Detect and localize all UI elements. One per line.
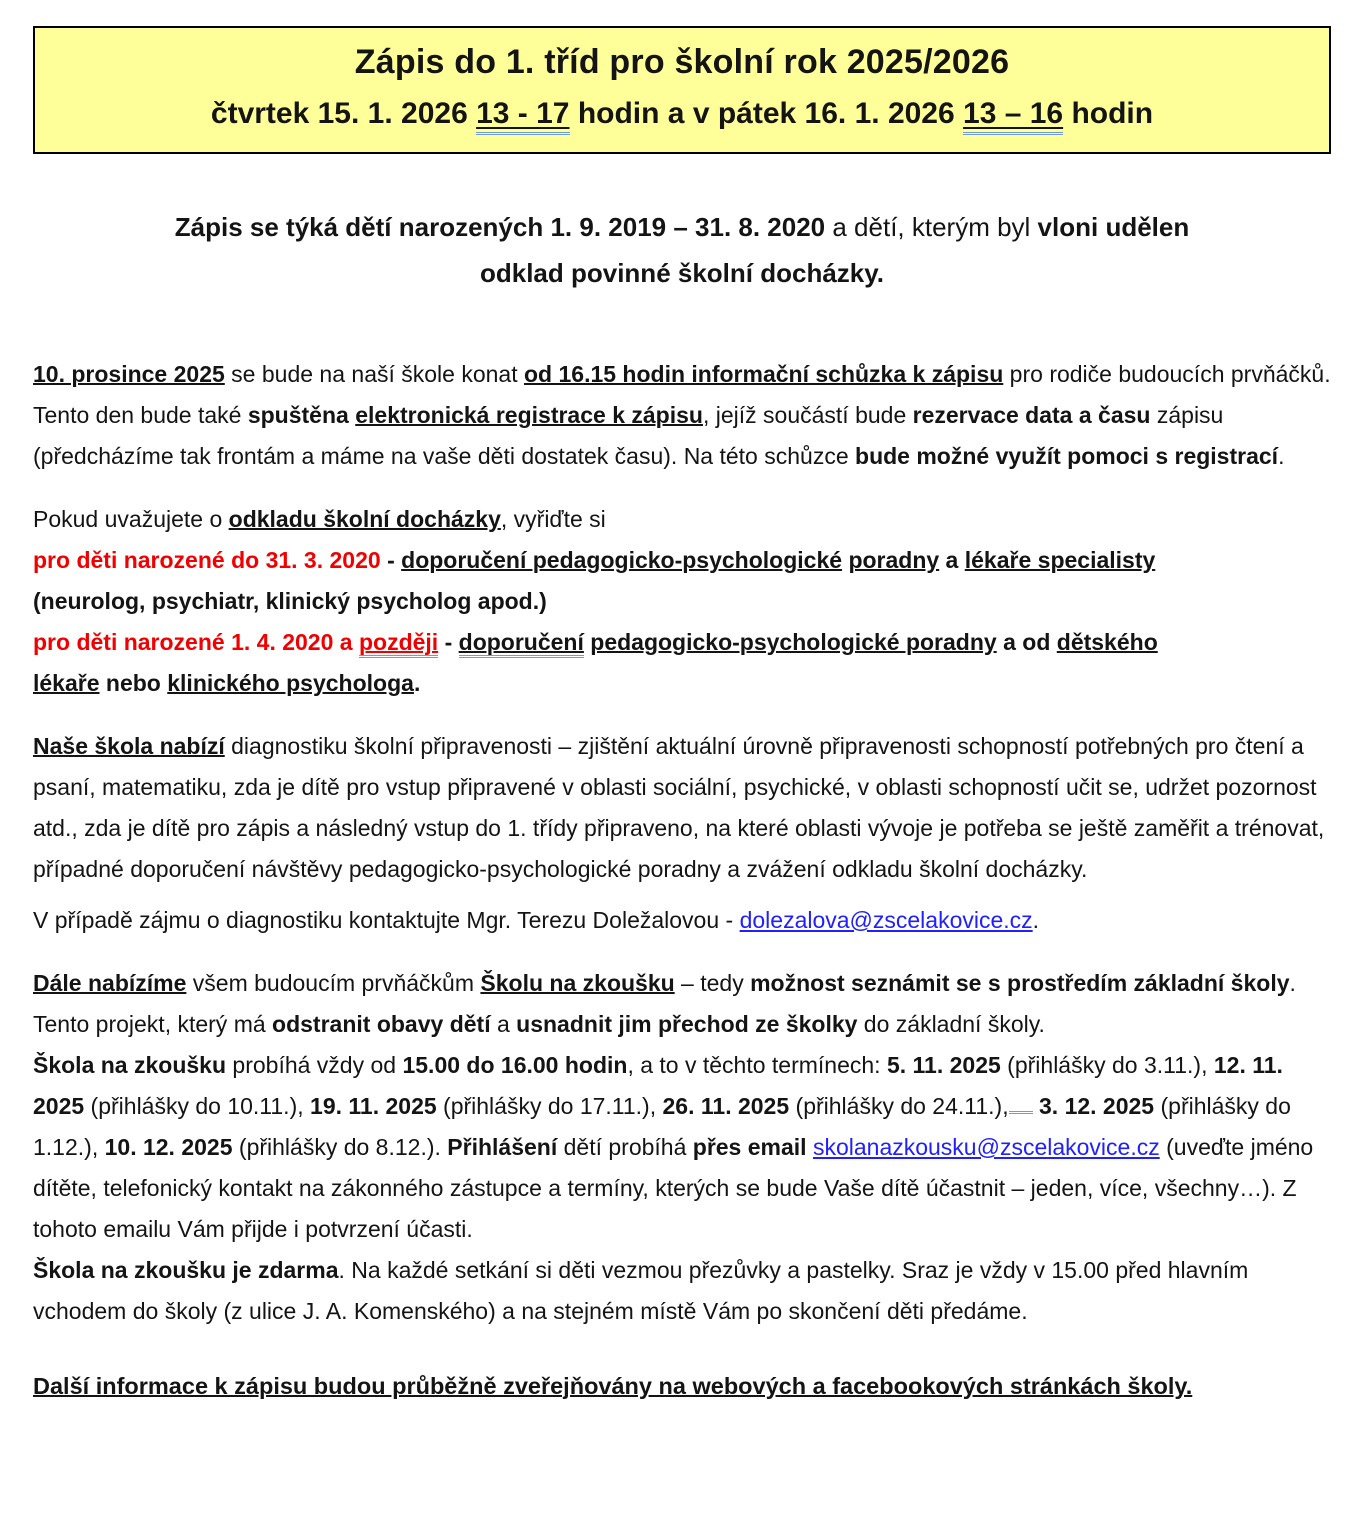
text-run: pro děti narozené do 31. 3. 2020 [33, 547, 381, 573]
text-run: . Tento projekt, který má [33, 970, 1296, 1037]
text-run: doporučení [459, 629, 584, 658]
text-run: 10. prosince 2025 [33, 361, 225, 387]
grammar-check-mark [1009, 1099, 1033, 1114]
text-run: všem budoucím prvňáčkům [186, 970, 481, 996]
text-run: (přihlášky do 17.11.), [436, 1093, 663, 1119]
text-run: pedagogicko-psychologické poradny [590, 629, 997, 655]
text-run: a [490, 1011, 517, 1037]
text-run: vloni udělen [1037, 212, 1190, 242]
text-run: (přihlášky do 8.12.). [232, 1134, 448, 1160]
text-run: lékaře specialisty [964, 547, 1156, 573]
paragraph-diagnostics-contact [33, 900, 1331, 941]
text-run: odkladu školní docházky [228, 506, 501, 532]
text-run: se bude na naší škole konat [224, 361, 524, 387]
text-run: . Na každé setkání si děti vezmou přezůvky a pastelky. Sraz je vždy v 15.00 před hlavním vchodem do školy (z ulice J. A. Komenského) a na stejném místě Vám po skončení děti předáme. [33, 1257, 1249, 1324]
text-run: do základní školy. [857, 1011, 1045, 1037]
text-run: rezervace data a času [912, 402, 1151, 428]
text-run: 19. 11. 2025 [310, 1093, 437, 1119]
text-run: dětí probíhá [557, 1134, 693, 1160]
text-run: nebo [99, 670, 168, 696]
text-run: , vyřiďte si [500, 506, 606, 532]
text-run: (přihlášky do 1.12.), [33, 1093, 1291, 1160]
paragraph-diagnostics-offer [33, 726, 1331, 890]
text-run: 26. 11. 2025 [662, 1093, 790, 1119]
time-range-friday: 13 – 16 [963, 97, 1063, 135]
text-run: a dětí, kterým byl [825, 212, 1038, 242]
header-subtitle [43, 94, 1321, 134]
text-run: pro děti narozené 1. 4. 2020 a [33, 629, 359, 655]
paragraph-more-info [33, 1366, 1331, 1407]
text-run: přes email [692, 1134, 807, 1160]
paragraph-school-postponement [33, 499, 1331, 704]
text-run: dětského [1056, 629, 1158, 655]
text-run: Školu na zkoušku [480, 970, 675, 996]
text-run: Škola na zkoušku [33, 1052, 227, 1078]
email-link-dolezalova[interactable]: dolezalova@zscelakovice.cz [739, 907, 1033, 933]
text-run: a [939, 547, 965, 573]
text-run: V případě zájmu o diagnostiku kontaktujte Mgr. Terezu Doležalovou - [33, 907, 740, 933]
text-run: Další informace k zápisu budou průběžně zveřejňovány na webových a facebookových stránkách školy. [33, 1373, 1193, 1399]
paragraph-info-meeting [33, 354, 1331, 477]
text-run: doporučení pedagogicko-psychologické [401, 547, 843, 573]
text-run: Naše škola nabízí [33, 733, 225, 759]
text-run: . [1278, 443, 1285, 469]
text-run: čtvrtek 15. 1. 2026 [210, 97, 477, 130]
text-run: . [1032, 907, 1040, 933]
text-run: později [359, 629, 438, 658]
text-run: 5. 11. 2025 [886, 1052, 1001, 1078]
paragraph-school-trial [33, 963, 1331, 1332]
time-range-thursday: 13 - 17 [476, 97, 569, 135]
text-run: hodin a v pátek 16. 1. 2026 [569, 97, 964, 130]
text-run: 10. 12. 2025 [104, 1134, 233, 1160]
text-run: hodin [1063, 97, 1154, 130]
text-run: klinického psychologa [167, 670, 414, 696]
text-run: probíhá vždy od [226, 1052, 403, 1078]
text-run: spuštěna [247, 402, 356, 428]
text-run: Pokud uvažujete o [33, 506, 229, 532]
text-run: usnadnit jim přechod ze školky [516, 1011, 858, 1037]
text-run: , a to v těchto termínech: [627, 1052, 887, 1078]
text-run: (uveďte jméno dítěte, telefonický kontakt na zákonného zástupce a termíny, kterých se bude Vaše dítě účastnit – jeden, více, všechny…). Z tohoto emailu Vám přijde i potvrzení účasti. [33, 1134, 1314, 1242]
email-link-skolanazkousku[interactable]: skolanazkousku@zscelakovice.cz [812, 1134, 1160, 1160]
text-run: od 16.15 hodin informační schůzka k zápisu [524, 361, 1004, 387]
text-run: poradny [848, 547, 940, 573]
text-run: Dále nabízíme [33, 970, 187, 996]
text-run: , jejíž součástí bude [702, 402, 913, 428]
text-run: (přihlášky do 10.11.), [84, 1093, 311, 1119]
text-run: . [413, 670, 421, 696]
text-run: 3. 12. 2025 [1039, 1093, 1155, 1119]
text-run: diagnostiku školní připravenosti – zjištění aktuální úrovně připravenosti schopností potřebných pro čtení a psaní, matematiku, zda je dítě pro vstup připravené v oblasti sociální, psychické, v oblasti schopností učit se, udržet pozornost atd., zda je dítě pro zápis a následný vstup do 1. třídy připraveno, na které oblasti vývoje je potřeba se ještě zaměřit a trénovat, případné doporučení návštěvy pedagogicko-psychologické poradny a zvážení odkladu školní docházky. [33, 733, 1325, 882]
text-run: odstranit obavy dětí [272, 1011, 491, 1037]
text-run: - [380, 547, 402, 573]
text-run: (přihlášky do 24.11.), [789, 1093, 1009, 1119]
text-run: pro rodiče budoucích prvňáčků. Tento den bude také [33, 361, 1331, 428]
text-run: Zápis se týká dětí narozených 1. 9. 2019 – 31. 8. 2020 [174, 212, 826, 242]
header-box [33, 26, 1331, 154]
text-run: - [438, 629, 459, 655]
page-title: Zápis do 1. tříd pro školní rok 2025/2026 [354, 43, 1010, 81]
text-run: odklad povinné školní docházky. [479, 258, 885, 288]
text-run: lékaře [33, 670, 100, 696]
text-run: – tedy [674, 970, 751, 996]
text-run: bude možné využít pomoci s registrací [855, 443, 1279, 469]
text-run: elektronická registrace k zápisu [355, 402, 703, 428]
text-run: Škola na zkoušku je zdarma [33, 1257, 339, 1283]
text-run: zápisu (předcházíme tak frontám a máme na vaše děti dostatek času). Na této schůzce [33, 402, 1224, 469]
intro-paragraph [57, 204, 1307, 296]
text-run: možnost seznámit se s prostředím základní školy [750, 970, 1290, 996]
text-run: 15.00 do 16.00 hodin [402, 1052, 628, 1078]
text-run: (přihlášky do 3.11.), [1000, 1052, 1214, 1078]
text-run: 12. 11. 2025 [33, 1052, 1283, 1119]
text-run: Přihlášení [447, 1134, 558, 1160]
text-run: a od [996, 629, 1057, 655]
text-run: (neurolog, psychiatr, klinický psycholog apod.) [33, 588, 547, 614]
